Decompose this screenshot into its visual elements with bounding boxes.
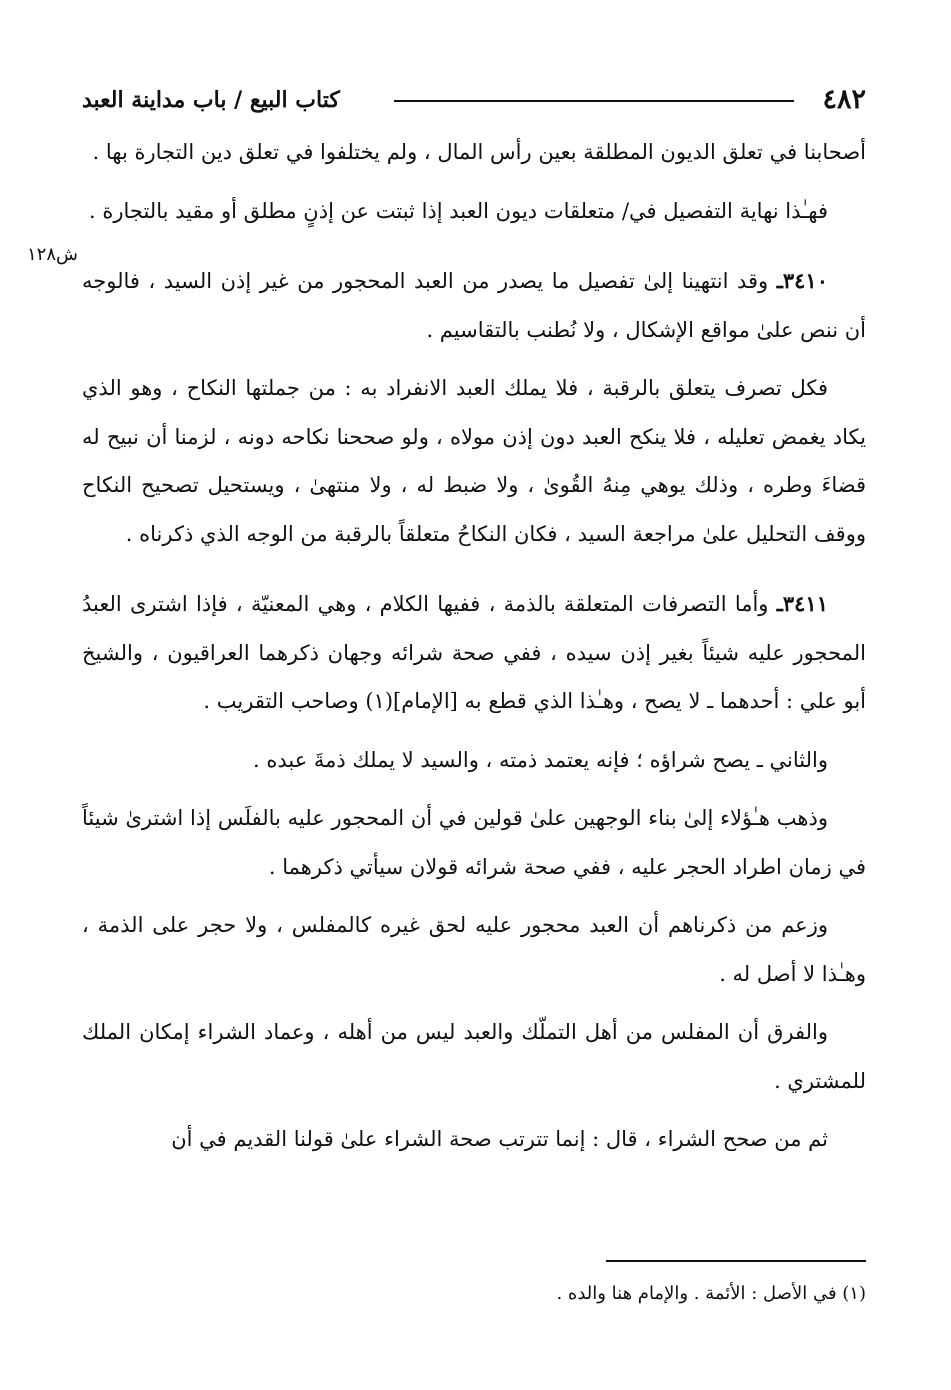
paragraph [82,257,866,354]
paragraph-text: فهـٰذا نهاية التفصيل في/ متعلقات ديون العبد إذا ثبتت عن إذنٍ مطلق أو مقيد بالتجارة . [89,198,828,223]
paragraph [82,736,866,785]
paragraph-number: ٣٤١١ـ [776,591,828,616]
paragraph-text: ثم من صحح الشراء ، قال : إنما تترتب صحة الشراء علىٰ قولنا القديم في أن [171,1127,828,1151]
paragraph-text: وأما التصرفات المتعلقة بالذمة ، ففيها الكلام ، وهي المعنيّة ، فإذا اشترى العبدُ المحجور عليه شيئاً بغير إذن سيده ، ففي صحة شرائه وجهان ذكرهما العراقيون ، والشيخ أبو علي : أحدهما ـ لا يصح ، وهـٰذا الذي قطع به [الإمام](١) وصاحب التقريب . [82,592,866,713]
paragraph-text: وذهب هـٰؤلاء إلىٰ بناء الوجهين علىٰ قولين في أن المحجور عليه بالفلَس إذا اشترىٰ شيئاً في زمان اطراد الحجر عليه ، ففي صحة شرائه قولان سيأتي ذكرهما . [82,806,866,879]
paragraph-text: والثاني ـ يصح شراؤه ؛ فإنه يعتمد ذمته ، والسيد لا يملك ذمةَ عبده . [252,747,828,772]
page-number: ٤٨٢ [822,84,866,115]
paragraph [82,580,866,726]
paragraph [82,901,866,998]
margin-page-reference: ش١٢٨ [27,244,78,265]
header-rule [394,100,794,102]
paragraph-text: والفرق أن المفلس من أهل التملّك والعبد ليس من أهله ، وعماد الشراء إمكان الملك للمشتري . [82,1020,866,1093]
paragraph-text: وزعم من ذكرناهم أن العبد محجور عليه لحق غيره كالمفلس ، ولا حجر على الذمة ، وهـٰذا لا أصل له . [82,913,866,986]
paragraph [82,1008,866,1105]
running-title: كتاب البيع / باب مداينة العبد [82,87,340,113]
page-header [82,80,866,120]
paragraph-text: فكل تصرف يتعلق بالرقبة ، فلا يملك العبد الانفراد به : من جملتها النكاح ، وهو الذي يكاد يغمض تعليله ، فلا ينكح العبد دون إذن مولاه ، ولو صححنا نكاحه دونه ، لزمنا أن نبيح له قضاءَ وطره ، وذلك يوهي مِنهُ القُوىٰ ، ولا ضبط له ، ولا منتهىٰ ، ويستحيل تصحيح النكاح ووقف التحليل علىٰ مراجعة السيد ، فكان النكاحُ متعلقاً بالرقبة من الوجه الذي ذكرناه . [82,376,866,546]
paragraph-text: وقد انتهينا إلىٰ تفصيل ما يصدر من العبد المحجور من غير إذن السيد ، فالوجه أن ننص علىٰ مواقع الإشكال ، ولا نُطنب بالتقاسيم . [82,269,866,342]
paragraph-number: ٣٤١٠ـ [776,268,828,293]
footnote-rule [606,1260,866,1262]
paragraph [82,364,866,558]
body-text [82,128,866,1174]
paragraph [82,128,866,177]
paragraph-text: أصحابنا في تعلق الديون المطلقة بعين رأس المال ، ولم يختلفوا في تعلق دين التجارة بها . [92,140,866,164]
paragraph [82,187,866,236]
footnote: (١) في الأصل : الأئمة . والإمام هنا والده . [556,1283,866,1304]
paragraph [82,1115,866,1164]
paragraph [82,794,866,891]
